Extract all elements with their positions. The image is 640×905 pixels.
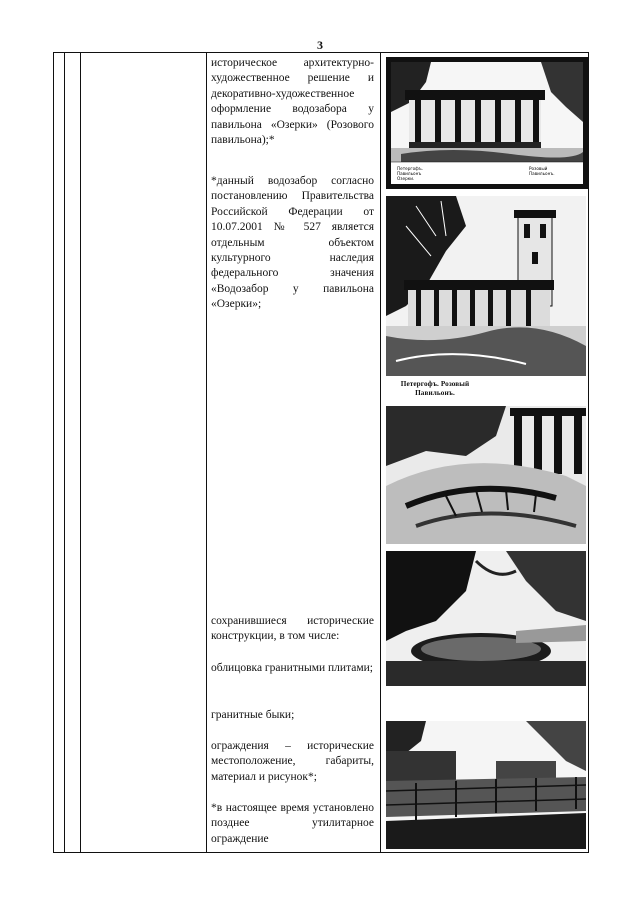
text-block-fences: ограждения – исторические местоположение, габариты, материал и рисунок*; — [211, 740, 374, 783]
text-block-constructions: сохранившиеся исторические конструкции, в том числе: — [211, 615, 374, 643]
text-block-cladding: облицовка гранитными плитами; — [211, 662, 373, 674]
text-block-note: *данный водозабор согласно постановлению Правительства Российской Федерации от 10.07.2001 № 527 является отдельным объектом культурного наследия федерального значения «Водозабор у павильона «Озерки»; — [211, 175, 374, 311]
photo-caption-pavilion: Петергофъ. Розовый Павильонъ. — [400, 380, 470, 397]
photo-pond — [386, 551, 586, 686]
column-divider — [64, 52, 65, 853]
fence-image — [386, 721, 586, 849]
embankment-image — [386, 406, 586, 544]
photo-embankment-columns — [386, 406, 586, 544]
text-block-description: историческое архитектурно-художественное решение и декоративно-художественное оформление водозабора у павильона «Озерки» (Розового павильона);* — [211, 57, 374, 147]
postcard-photo-pavilion — [386, 57, 588, 189]
pavilion-tower-image — [386, 196, 586, 376]
text-block-fence-note: *в настоящее время установлено позднее утилитарное ограждение — [211, 802, 374, 845]
postcard-caption-left: Петергофъ. Павильонъ Озерки. — [397, 166, 424, 181]
photo-fence — [386, 721, 586, 849]
postcard-caption-right: Розовый Павильонъ. — [529, 166, 555, 176]
column-divider — [206, 52, 207, 853]
page-number: 3 — [317, 38, 323, 52]
pond-image — [386, 551, 586, 686]
text-block-piers: гранитные быки; — [211, 709, 295, 721]
photo-pavilion-tower — [386, 196, 586, 376]
column-divider — [380, 52, 381, 853]
column-divider — [80, 52, 81, 853]
